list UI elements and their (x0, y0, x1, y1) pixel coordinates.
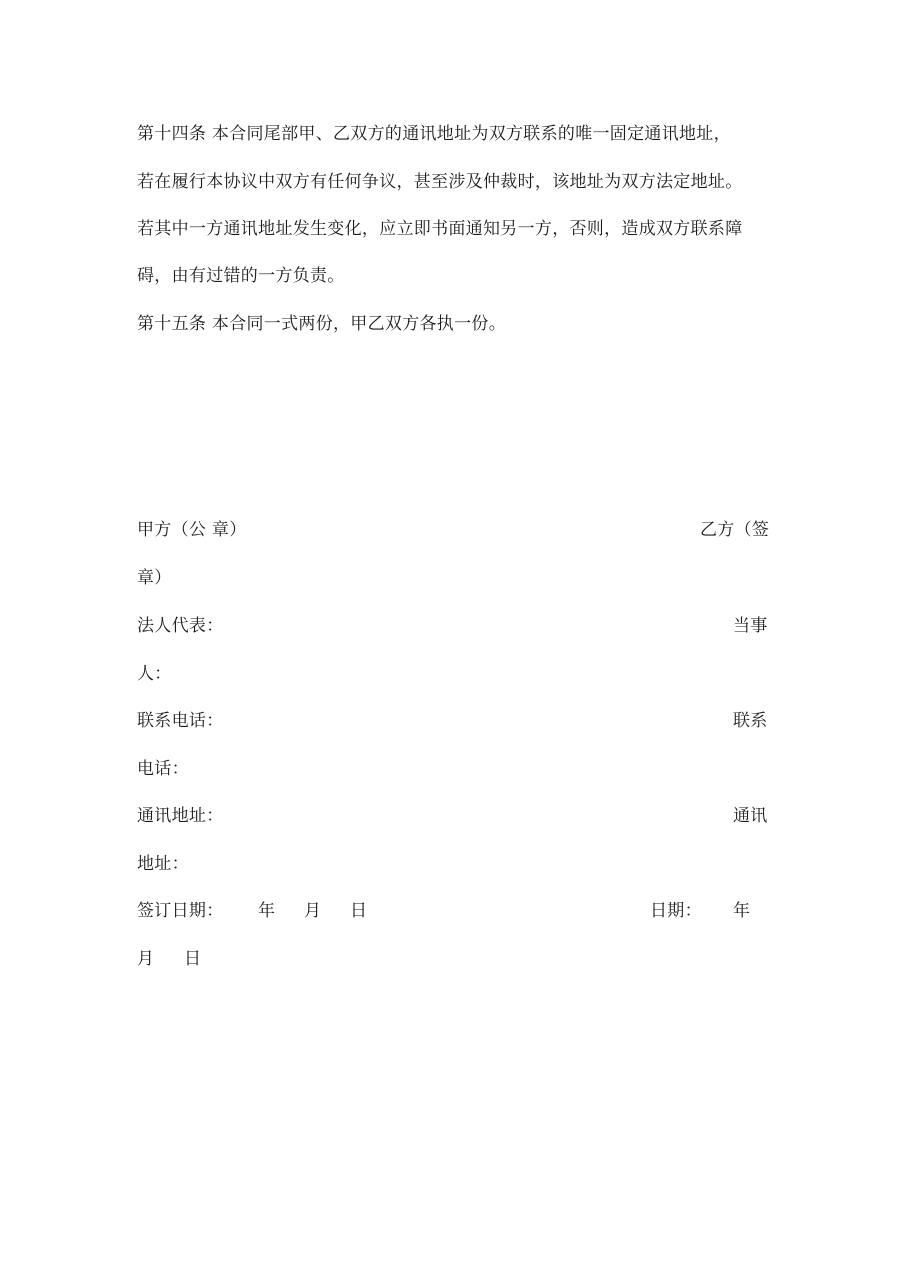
party-a-phone-label: 联系电话： (137, 711, 224, 731)
party-a-date-year: 年 (258, 901, 276, 921)
party-b-address-label-cont: 地址： (137, 854, 189, 874)
party-b-date-month: 月 (137, 949, 155, 969)
party-b-seal-label: 乙方（签 (700, 520, 770, 540)
party-a-address-label: 通讯地址： (137, 806, 224, 826)
party-b-date-year: 年 (733, 901, 751, 921)
legal-representative-label: 法人代表： (137, 616, 224, 636)
party-a-seal-label: 甲方（公 章） (137, 520, 247, 540)
party-b-address-label: 通讯 (733, 806, 768, 826)
party-b-person-label-cont: 人： (137, 664, 172, 684)
clause-14-line-2: 若在履行本协议中双方有任何争议，甚至涉及仲裁时，该地址为双方法定地址。 (137, 172, 743, 192)
clause-15-line-1: 第十五条 本合同一式两份，甲乙双方各执一份。 (137, 314, 507, 334)
clause-14-line-3: 若其中一方通讯地址发生变化，应立即书面通知另一方，否则，造成双方联系障 (137, 219, 743, 239)
party-a-date-day: 日 (350, 901, 368, 921)
clause-14-line-1: 第十四条 本合同尾部甲、乙双方的通讯地址为双方联系的唯一固定通讯地址， (137, 124, 731, 144)
party-b-date-label: 日期： (650, 901, 702, 921)
clause-14-line-4: 碍，由有过错的一方负责。 (137, 266, 345, 286)
party-a-date-label: 签订日期： (137, 901, 224, 921)
party-b-phone-label-cont: 电话： (137, 759, 189, 779)
party-b-person-label: 当事 (733, 616, 768, 636)
party-b-seal-label-cont: 章） (137, 568, 172, 588)
party-b-phone-label: 联系 (733, 711, 768, 731)
party-b-date-day: 日 (184, 949, 202, 969)
party-a-date-month: 月 (304, 901, 322, 921)
